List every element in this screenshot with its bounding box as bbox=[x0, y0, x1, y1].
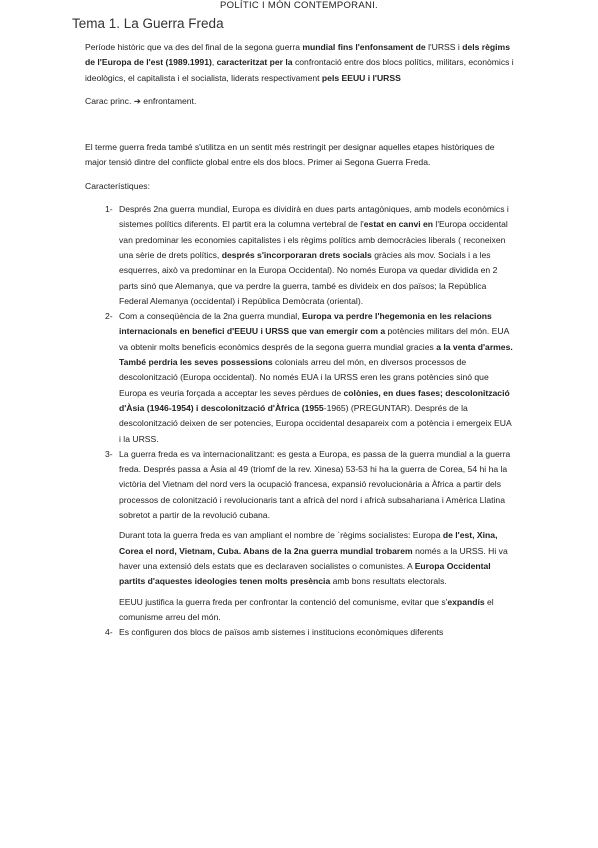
list-item bbox=[85, 309, 515, 447]
bold-run: Europa va perdre l'hegemonia en les relacions internacionals en benefici d'EEUU i URSS que van emergir com a bbox=[119, 311, 492, 337]
list-number: 1- bbox=[105, 204, 113, 215]
bold-run: estat en canvi en bbox=[363, 219, 434, 230]
definition-paragraph: El terme guerra freda també s'utilitza en un sentit més restringit per designar aquelles etapes històriques de major tensió dintre del conflicte global entre els dos blocs. Primer ai Segona Guerra Freda. bbox=[85, 142, 495, 168]
intro-text: , bbox=[211, 57, 217, 68]
list-number: 2- bbox=[105, 311, 113, 322]
document-header: POLÍTIC I MÓN CONTEMPORANI. bbox=[220, 0, 378, 11]
text-run: Després 2na guerra mundial, Europa es dividirà en dues parts antagòniques, amb models econòmics i sistemes polítics diferents. El partit era la columna vertebral de l' bbox=[119, 204, 509, 230]
intro-text: l'URSS i bbox=[425, 42, 463, 52]
text-run: -1965) (PREGUNTAR). Després de la descolonització deixen de ser potencies, Europa occidental desapareix com a potència i emergeix EUA i la URSS. bbox=[119, 402, 512, 444]
characteristics-heading: Característiques: bbox=[85, 180, 150, 191]
bold-run: expandís bbox=[447, 596, 485, 607]
text-run: Com a conseqüència de la 2na guerra mundial, bbox=[119, 311, 302, 322]
list-item-text bbox=[119, 202, 515, 309]
intro-text: Període històric que va des del final de la segona guerra bbox=[85, 42, 303, 52]
intro-bold: dels règims de l'Europa de l'est (1989.1991) bbox=[85, 42, 510, 68]
intro-paragraph bbox=[85, 40, 515, 86]
text-run: amb bons resultats electorals. bbox=[330, 576, 447, 587]
text-run: potències militars del món. EUA va obtenir molts beneficis econòmics després de la segona guerra mundial gracies bbox=[119, 326, 509, 352]
text-run: colonials arreu del món, en diversos processos de descolonització (Europa occidental). No només EUA i la URSS eren les grans potències sinó que Europa es veuria forçada a acceptar les seves pèrdues de bbox=[119, 357, 489, 398]
document-body bbox=[85, 40, 515, 640]
list-item-text: Es configuren dos blocs de països amb sistemes i institucions econòmiques diferents bbox=[119, 627, 444, 638]
list-item-text: La guerra freda es va internacionalitzant: es gesta a Europa, es passa de la guerra mundial a la guerra freda. Després passa a Àsia al 49 (triomf de la rev. Xinesa) 53-53 hi ha la guerra de Corea, 54 hi ha la victòria del Vietnam del nord vers la ocupació francesa, expansió revolucionària a Àfrica a partir dels processos de colonització i revolucionaris tant a africà del nord i africà subsahariana i Amèrica Llatina sobretot a partir de la revolució cubana. bbox=[119, 448, 511, 521]
list-number: 4- bbox=[105, 627, 113, 638]
text-run: Durant tota la guerra freda es van ampliant el nombre de `règims socialistes: Europa bbox=[119, 530, 443, 541]
text-run: gràcies als mov. Socials i a les esquerres, això va predominar en la Europa Occidental). No només Europa va quedar dividida en 2 parts sinó que Alemanya, que va perdre la guerra, també es divideix en dos països; la República Federal Alemanya (occidental) i República Demòcrata (oriental). bbox=[119, 249, 498, 306]
intro-text: confrontació entre dos blocs polítics, militars, econòmics i ideològics, el capitalista i el socialista, liderats respectivament bbox=[85, 57, 514, 83]
intro-bold: mundial fins l'enfonsament de bbox=[302, 42, 426, 52]
bold-run: de l'est, Xina, Corea el nord, Vietnam, Cuba. Abans de la 2na guerra mundial trobarem bbox=[119, 530, 498, 556]
list-item bbox=[85, 625, 515, 640]
bold-run: després s'incorporaran drets socials bbox=[221, 249, 372, 260]
intro-bold: pels EEUU i l'URSS bbox=[321, 72, 401, 83]
main-feature-note: Carac princ. ➔ enfrontament. bbox=[85, 95, 197, 106]
text-run: l'Europa occidental van predominar les economies capitalistes i els règims polítics amb democràcies liberals ( reconeixen una sèrie de drets polítics, bbox=[119, 219, 508, 260]
text-run: el comunisme arreu del món. bbox=[119, 596, 494, 622]
list-item-subparagraph bbox=[119, 528, 515, 589]
list-item-text bbox=[119, 309, 515, 447]
text-run: només a la URSS. Hi va haver una extensió dels estats que es declaraven socialistes o comunistes. A bbox=[119, 545, 508, 571]
text-run: EEUU justifica la guerra freda per confrontar la contenció del comunisme, evitar que s' bbox=[119, 596, 448, 607]
list-number: 3- bbox=[105, 448, 113, 459]
bold-run: a la venta d'armes. També perdria les seves possessions bbox=[119, 341, 513, 368]
characteristics-list bbox=[85, 202, 515, 640]
bold-run: colònies, en dues fases; descolonització d'Àsia (1946-1954) i descolonització d'Àfrica (1955 bbox=[119, 387, 510, 413]
list-item bbox=[85, 202, 515, 309]
list-item-subparagraph bbox=[119, 595, 515, 626]
bold-run: Europa Occidental partits d'aquestes ideologies tenen molts presència bbox=[119, 560, 491, 587]
intro-bold: caracteritzat per la bbox=[216, 57, 293, 68]
document-title: Tema 1. La Guerra Freda bbox=[72, 16, 224, 31]
list-item bbox=[85, 447, 515, 625]
